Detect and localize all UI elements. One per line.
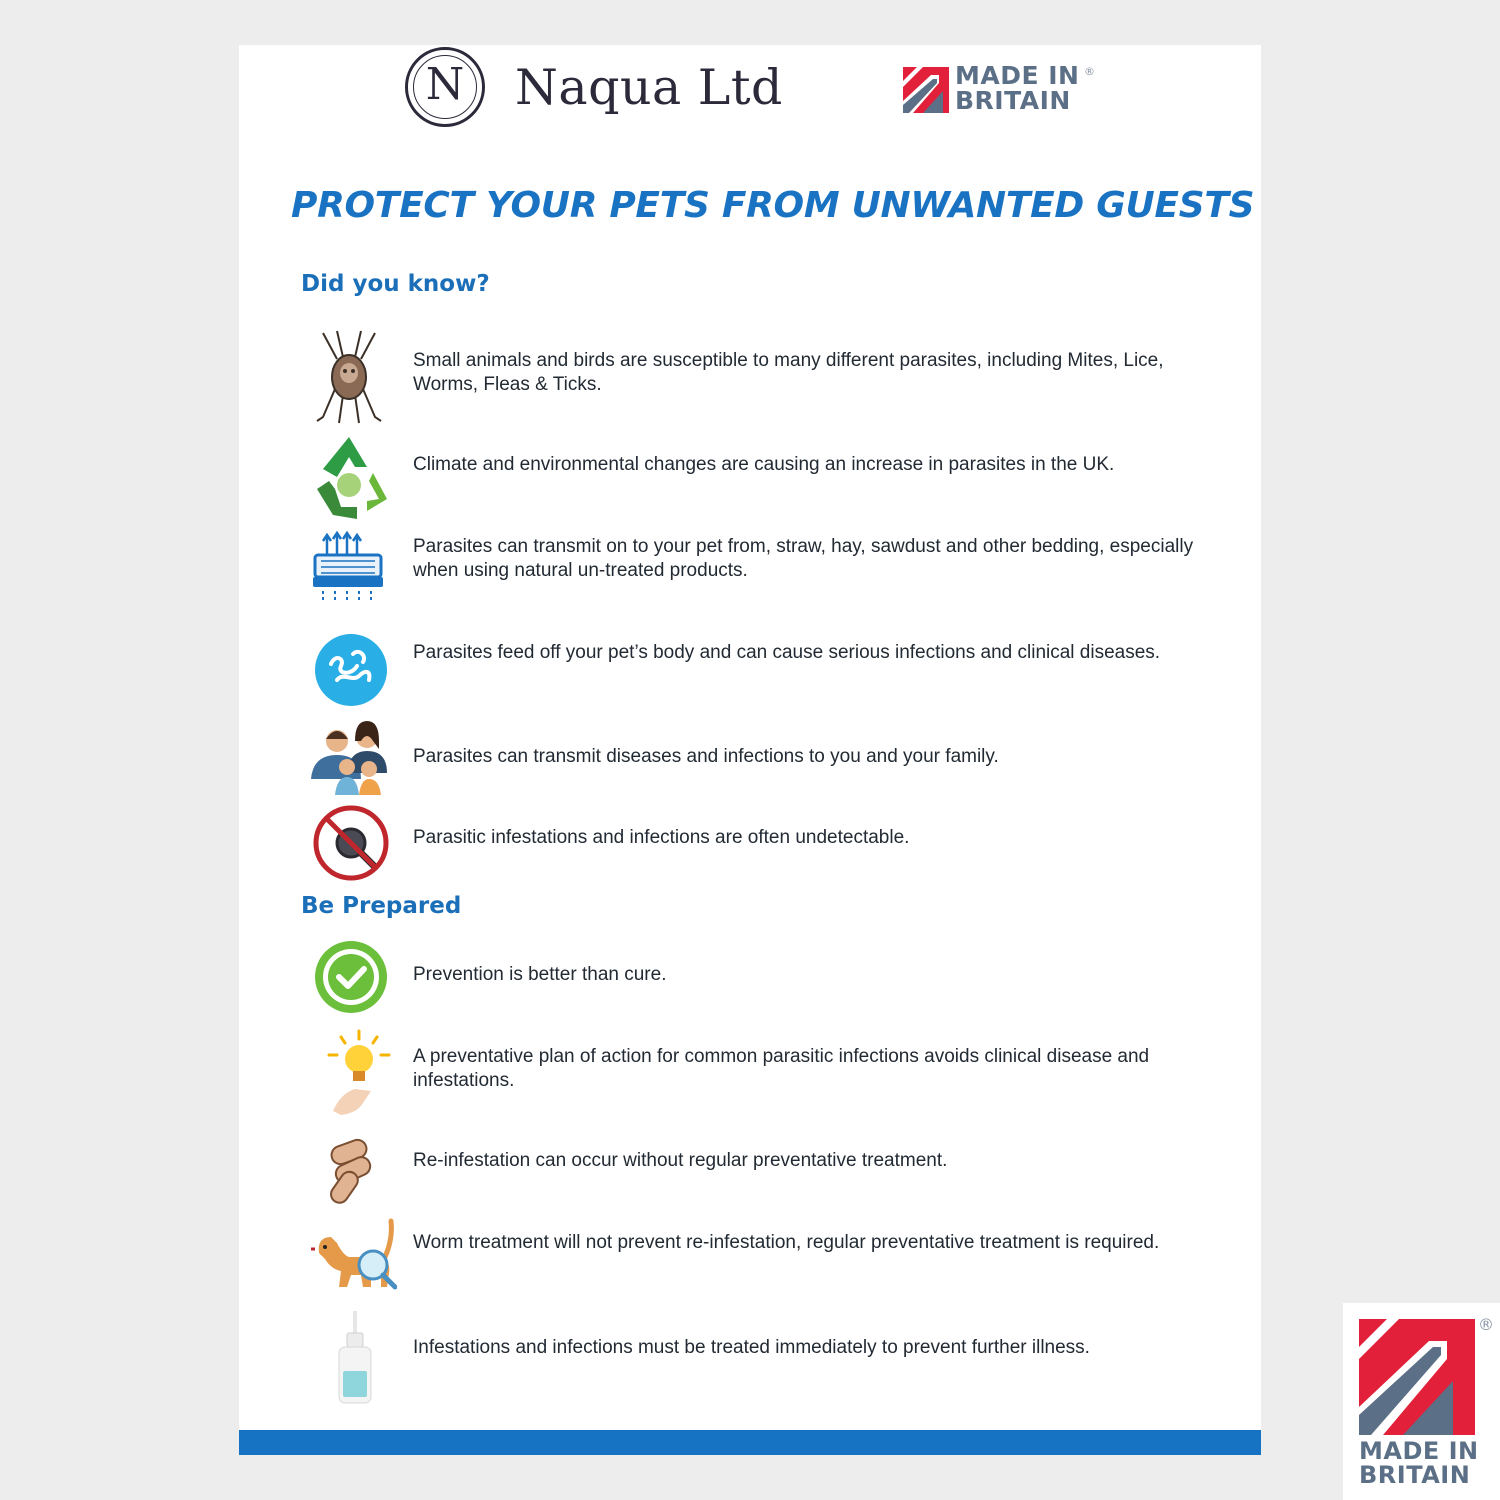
list-item-text: Parasites feed off your pet’s body and can cause serious infections and clinical diseases. (413, 642, 1161, 663)
no-magnifier-icon (301, 805, 397, 901)
britain-arrow-icon (1343, 1303, 1500, 1443)
made-in-britain-text (955, 63, 1079, 113)
list-item-text: Parasites can transmit diseases and infections to you and your family. (413, 746, 999, 767)
recycle-icon (301, 431, 397, 527)
family-icon (301, 715, 397, 811)
britain-arrow-icon (903, 67, 949, 113)
logo-letter: N (425, 59, 465, 110)
section-title-be-prepared: Be Prepared (301, 893, 462, 919)
list-item-text: Worm treatment will not prevent re-infestation, regular preventative treatment is required. (413, 1232, 1160, 1253)
made-in-britain-badge (1343, 1303, 1500, 1500)
company-name: Naqua Ltd (515, 59, 783, 116)
list-item-text: Re-infestation can occur without regular preventative treatment. (413, 1150, 948, 1171)
registered-mark: ® (1084, 65, 1095, 78)
bedding-icon (301, 525, 397, 621)
dropper-bottle-icon (301, 1309, 397, 1405)
naqua-logo-icon (405, 47, 485, 127)
mite-icon (301, 329, 397, 425)
registered-mark: ® (1478, 1315, 1494, 1334)
list-item-text: A preventative plan of action for common parasitic infections avoids clinical disease and infestations. (413, 1046, 1150, 1091)
list-item-text: Prevention is better than cure. (413, 964, 667, 985)
list-item-text: Parasitic infestations and infections are often undetectable. (413, 827, 910, 848)
list-item-text: Climate and environmental changes are causing an increase in parasites in the UK. (413, 454, 1115, 475)
list-item-text: Infestations and infections must be treated immediately to prevent further illness. (413, 1337, 1090, 1358)
made-in-line: MADE IN (955, 61, 1080, 90)
made-in-britain-text (1359, 1439, 1479, 1487)
made-in-britain-logo (903, 61, 1103, 115)
made-in-line: MADE IN (1359, 1437, 1479, 1465)
britain-line: BRITAIN (955, 86, 1071, 115)
list-item-text: Small animals and birds are susceptible to many different parasites, including Mites, Lice, Worms, Fleas & Ticks. (413, 350, 1164, 395)
list-item-text: Parasites can transmit on to your pet from, straw, hay, sawdust and other bedding, especially when using natural un-treated products. (413, 536, 1194, 581)
checkmark-icon (301, 939, 397, 1035)
info-sheet (239, 45, 1261, 1455)
worms-icon (301, 620, 397, 716)
section-title-did-you-know: Did you know? (301, 271, 490, 297)
bottom-accent-bar (239, 1430, 1261, 1455)
dog-magnifier-icon (301, 1213, 397, 1309)
britain-line: BRITAIN (1359, 1461, 1471, 1489)
headline: PROTECT YOUR PETS FROM UNWANTED GUESTS (291, 185, 1255, 226)
lightbulb-icon (301, 1029, 397, 1125)
